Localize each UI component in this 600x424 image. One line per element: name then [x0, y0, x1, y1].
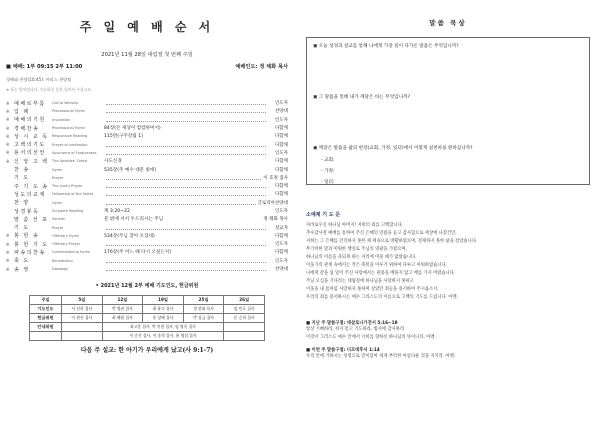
- leader-dots: [106, 267, 266, 271]
- order-item: [6, 99, 288, 107]
- this-week-verse-heading: ■ 이번 주 말씀구절: 디모데후서 1:14: [306, 348, 380, 354]
- order-item: [6, 116, 288, 124]
- meditation-title: 말씀 묵상: [429, 19, 467, 27]
- order-mark: ※: [6, 108, 10, 114]
- order-name: 성경봉독: [14, 208, 40, 215]
- order-leader: 다함께: [274, 126, 288, 132]
- order-item: [6, 223, 288, 231]
- order-mark: ※: [6, 125, 10, 131]
- duty-cell: 최 혜원 집사: [102, 314, 143, 323]
- leader-dots: [106, 184, 266, 188]
- duty-cell: 임 민호 집사: [224, 305, 265, 314]
- page-title: 주 일 예 배 순 서: [79, 20, 215, 34]
- order-name: 기 도: [14, 175, 30, 182]
- order-mark: ※: [6, 150, 10, 156]
- order-name: 성도의교제: [14, 191, 46, 198]
- order-english: Call to Worship: [52, 101, 79, 106]
- duty-row-label: [30, 332, 62, 341]
- duty-cell: 정 현화 목사: [183, 305, 224, 314]
- order-name: 봉 헌 송: [14, 233, 40, 240]
- duty-header-cell: 25일: [183, 296, 224, 305]
- order-mark: ※: [6, 133, 10, 139]
- confession-prayer: [306, 222, 590, 302]
- order-leader: 이 호정 집사: [263, 175, 288, 181]
- order-leader: 인도자: [274, 242, 288, 248]
- service-times: ■ 예배: 1부 09:15 2부 11:00: [6, 64, 83, 70]
- order-name: 예배로부름: [14, 100, 46, 107]
- prayer-line: 나에게 갚을 힘 있어 주신 사랑에서는 관용을 베풀지 않고 배를 가지 버렸습니다.: [306, 271, 456, 276]
- order-item: [6, 240, 288, 248]
- order-leader: 다함께: [274, 167, 288, 173]
- order-item: [6, 149, 288, 157]
- order-detail: 535장(주 예수 대문 밖에): [104, 167, 157, 173]
- duty-table-body: [30, 305, 265, 341]
- order-english: Invocation: [52, 117, 71, 122]
- duty-table: [29, 295, 265, 341]
- order-item: [6, 107, 288, 115]
- order-leader: 인도자: [274, 101, 288, 107]
- order-english: Prayer: [52, 225, 64, 230]
- leader-dots: [106, 192, 266, 196]
- leader-dots: [106, 109, 266, 113]
- answer-work[interactable]: - 일터:: [321, 180, 335, 185]
- order-leader: 찬양대: [274, 109, 288, 115]
- order-english: Processional Hymn: [52, 109, 86, 114]
- order-leader: 다함께: [274, 142, 288, 148]
- order-item: [6, 174, 288, 182]
- duty-row: [30, 323, 265, 332]
- order-name: 기 도: [14, 225, 30, 232]
- order-leader: 설교자: [274, 225, 288, 231]
- order-name: 예배의기원: [14, 117, 46, 124]
- prayer-line: 주님 오심을 기다리는 대림절에 하나님을 사랑하지 못하고: [306, 279, 414, 284]
- order-mark: ※: [6, 117, 10, 123]
- order-item: [6, 265, 288, 273]
- order-name: 주 기 도 송: [14, 183, 49, 190]
- duty-cell: 최 윤숙 집사: [143, 305, 184, 314]
- order-item: [6, 248, 288, 256]
- prayer-line: 무가치한 말과 미워한 행실로 주님의 영광을 가렸으며,: [306, 247, 407, 252]
- leader-dots: [106, 259, 266, 263]
- duty-header-cell: 12일: [102, 296, 143, 305]
- scripture-readings: [306, 320, 590, 361]
- leader-dots: [106, 101, 266, 105]
- leader-dots: [106, 201, 256, 205]
- order-detail: 115번(구주강림 1): [104, 134, 143, 140]
- order-leader: 다함께: [274, 184, 288, 190]
- service-date: 2021년 11월 28일 대림절 첫 번째 주일: [101, 52, 193, 58]
- order-english: Prayer: [52, 175, 64, 180]
- meditation-column: [306, 18, 590, 361]
- duty-cell: [224, 332, 265, 341]
- duty-cell: [62, 332, 103, 341]
- order-english: Commissioning Hymn: [52, 250, 91, 255]
- last-week-verse-heading: ■ 지난 주 말씀구절: 데살로니가전서 5:16~18: [306, 321, 398, 326]
- order-english: Scripture Reading: [52, 209, 84, 213]
- order-leader: 다함께: [274, 250, 288, 256]
- order-mark: ※: [6, 249, 10, 255]
- order-english: Responsive Reading: [52, 134, 88, 139]
- order-detail: 사도신경: [104, 159, 122, 165]
- order-leader: 인도자: [274, 258, 288, 264]
- order-detail: 84장(온 세상이 캄캄하여서): [104, 126, 161, 132]
- duty-cell: 이 현진 집사: [62, 314, 103, 323]
- order-name: 찬 양: [14, 200, 30, 207]
- prayer-line: 추수감사절 예배를 통하여 주신 은혜의 말씀을 듣고 감사함으로 세상에 나갔건만,: [306, 231, 457, 236]
- last-week-verse-line: 이것이 그리스도 예수 안에서 너희를 향하신 하나님의 뜻이니라, 아멘.: [306, 334, 436, 340]
- prayer-title: 소예제 기 도 문: [306, 212, 341, 218]
- duty-cell: 최고운 집사, 박 미현 집사, 임 영옥 집사: [102, 323, 224, 332]
- leader-dots: [106, 143, 266, 147]
- duty-header-cell: 26일: [224, 296, 265, 305]
- order-item: [6, 157, 288, 165]
- order-item: [6, 190, 288, 198]
- duty-row-label: 안내위원: [30, 323, 62, 332]
- duty-cell: 문 승희 집사: [224, 314, 265, 323]
- answer-church[interactable]: - 교회:: [321, 158, 335, 163]
- order-mark: ※: [6, 241, 10, 247]
- order-item: [6, 124, 288, 132]
- order-item: [6, 182, 288, 190]
- order-name: 축 도: [14, 258, 30, 265]
- order-item: [6, 165, 288, 173]
- order-english: Processional Hymn: [52, 126, 86, 131]
- order-detail: 문 밖에 서서 두드리시는 주님: [104, 217, 164, 223]
- duty-cell: 이 준진 집사, 이 송희 집사, 윤 영섭 집사: [102, 332, 224, 341]
- question-2: ▣ 그 말씀을 통해 내가 깨달은 바는 무엇입니까?: [313, 95, 410, 100]
- prayer-line: 이웃가의 관계 속에서는 작은 축복을 이루기 위하여 다투고 미워하였습니다.: [306, 263, 447, 268]
- question-3: ▣ 깨달은 말씀을 삶의 현장(교회, 가정, 일터)에서 어떻게 실천하실 원하십니까?: [313, 146, 473, 151]
- order-item: [6, 207, 288, 215]
- order-english: Assurance of Forgiveness: [52, 150, 97, 155]
- duty-row: [30, 314, 265, 323]
- order-mark: ※: [6, 100, 10, 106]
- order-mark: ※: [6, 266, 10, 272]
- order-name: 찬 송: [14, 167, 30, 174]
- order-mark: ※: [6, 233, 10, 239]
- order-mark: ※: [6, 142, 10, 148]
- order-leader: 찬양대: [274, 267, 288, 273]
- order-leader: 인도자: [274, 209, 288, 214]
- order-item: [6, 232, 288, 240]
- service-leader: 예배인도: 정 채화 목사: [235, 64, 288, 70]
- duty-table-header: [30, 296, 265, 305]
- order-leader: 인도자: [274, 117, 288, 123]
- duty-header-cell: 5일: [62, 296, 103, 305]
- order-item: [6, 257, 288, 265]
- standing-hint: ※ 표는 일어섭니다. 가능하신 분은 일어서 주십시오.: [6, 87, 93, 92]
- order-leader: 다함께: [274, 159, 288, 165]
- order-name: 송 영: [14, 266, 30, 273]
- duty-header-cell: 19일: [143, 296, 184, 305]
- duty-header-cell: 주일: [30, 296, 62, 305]
- order-english: Offertory Hymn: [52, 233, 80, 238]
- order-detail: 계 3:20~22: [104, 209, 130, 214]
- order-english: The Apostles' Creed: [52, 159, 87, 164]
- order-name: 파송의찬송: [14, 249, 46, 256]
- order-english: Benediction: [52, 258, 73, 263]
- order-item: [6, 199, 288, 207]
- order-english: The Lord's Prayer: [52, 184, 83, 189]
- meditation-questions-box: [306, 37, 590, 185]
- order-item: [6, 215, 288, 223]
- order-english: Doxology: [52, 267, 69, 272]
- order-english: Sermon: [52, 217, 66, 222]
- this-week-verse-line: 우리 안에 거하시는 성령으로 말미암아 네게 부탁한 아름다운 것을 지키라. 아멘.: [306, 354, 456, 360]
- duty-row: [30, 332, 265, 341]
- duty-cell: 서 선희 집사: [62, 305, 103, 314]
- order-name: 경배찬송: [14, 125, 40, 132]
- order-mark: ※: [6, 258, 10, 264]
- duty-cell: 박 상금 집사: [183, 314, 224, 323]
- order-mark: ※: [6, 158, 10, 164]
- answer-home[interactable]: - 가정:: [321, 169, 335, 174]
- service-info: [6, 63, 288, 70]
- order-english: Hymn: [52, 200, 63, 205]
- order-english: Hymn: [52, 167, 63, 172]
- order-leader: 인도자: [274, 150, 288, 156]
- duty-row: [30, 305, 265, 314]
- order-english: Offertory Prayer: [52, 242, 81, 247]
- order-name: 봉 헌 기 도: [14, 241, 49, 248]
- order-leader: 글로리아찬양대: [257, 200, 288, 206]
- order-item: [6, 140, 288, 148]
- order-name: 고백의기도: [14, 142, 46, 149]
- order-name: 용서의선언: [14, 150, 46, 157]
- leader-dots: [106, 226, 266, 230]
- prayer-line: 이웃을 내 몸처럼 사랑하지 못하며 살았던 죄들을 용서하여 주시옵소서.: [306, 287, 439, 292]
- offering-title: • 2021년 12월 2부 예배 기도인도, 헌금위원: [95, 283, 199, 290]
- prayer-line: 우리의 죄를 용서하시는 예수 그리스도의 이름으로 고백의 기도를 드립니다. 아멘.: [306, 295, 458, 300]
- order-name: 성 시 교 독: [14, 133, 49, 140]
- duty-cell: 홍 상혜 집사: [143, 314, 184, 323]
- duty-cell: [224, 323, 265, 332]
- order-leader: 다함께: [274, 134, 288, 140]
- order-name: 입 례: [14, 108, 30, 115]
- prayer-line: 자비로우신 하나님 아버지! 저희의 죄를 고백합니다.: [306, 223, 404, 228]
- next-sermon: 다음 주 설교: 한 아기가 우리에게 났고(사 9:1-7): [80, 347, 214, 355]
- leader-dots: [106, 242, 266, 246]
- prelude-hymn: 경배와 찬양(10:45): 카리스 찬양팀: [6, 77, 72, 82]
- question-1: ▣ 오늘 성경과 설교를 통해 나에게 가장 깊이 다가온 말씀은 무엇입니까?: [313, 44, 459, 49]
- leader-dots: [106, 118, 266, 122]
- order-detail: 534장(주님 찾아 오셨네): [104, 233, 155, 239]
- order-leader: 다함께: [274, 233, 288, 239]
- duty-cell: 박 병권 집사: [102, 305, 143, 314]
- duty-row-label: 헌금위원: [30, 314, 62, 323]
- worship-order-list: [6, 99, 288, 273]
- worship-order-column: [6, 18, 288, 354]
- prayer-line: 하나님의 이름을 욕되게 하는 자리에 머물 때가 많았습니다.: [306, 255, 417, 260]
- order-detail: 176장(주 어느 때 다시 오실는지): [104, 250, 172, 256]
- prayer-line: 저희는 그 은혜를 간직하지 못한 채 세속으로 방황하였으며, 절제하지 못한 삶을 살았습니다.: [306, 239, 478, 244]
- last-week-verse-line: 항상 기뻐하라, 쉬지 말고 기도하라, 범사에 감사하라: [306, 327, 405, 332]
- order-name: 신 앙 고 백: [14, 158, 49, 165]
- duty-cell: [62, 323, 103, 332]
- leader-dots: [106, 151, 266, 155]
- order-name: 말 씀 선 포: [14, 216, 49, 223]
- order-english: Fellowship of the Saints: [52, 192, 94, 197]
- order-item: [6, 132, 288, 140]
- duty-row-label: 기도인도: [30, 305, 62, 314]
- order-leader: 다함께: [274, 192, 288, 198]
- order-leader: 정 채화 목사: [263, 217, 288, 223]
- order-english: Prayer of confession: [52, 142, 88, 147]
- leader-dots: [106, 176, 261, 180]
